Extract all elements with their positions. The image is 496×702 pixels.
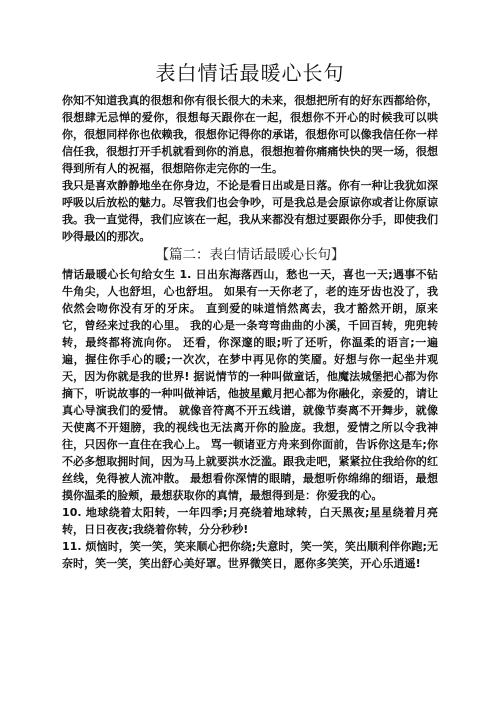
paragraph-5: 11. 烦恼时，笑一笑，笑来顺心把你绕;失意时，笑一笑，笑出顺利伴你跑;无奈时，笑一笑，笑出舒心美好罩。世界微笑日，愿你多笑笑，开心乐逍遥! bbox=[62, 540, 438, 570]
paragraph-1: 你知不知道我真的很想和你有很长很大的未来，很想把所有的好东西都给你，很想肆无忌惮的爱你，很想每天跟你在一起，很想你不开心的时候我可以哄你，很想同样你也依赖我，很想你记得你的承诺，很想你可以像我信任你一样信任我，很想打开手机就看到你的消息，很想抱着你痛痛快快的哭一场，很想得到所有人的祝福，很想陪你走完你的一生。 bbox=[62, 94, 438, 175]
section-heading-text: 篇二：表白情话最暖心长句 bbox=[169, 247, 331, 263]
section-heading-open-bracket: 【 bbox=[155, 247, 169, 263]
document-title: 表白情话最暖心长句 bbox=[155, 61, 345, 85]
paragraph-3: 情话最暖心长句给女生 1. 日出东海落西山，愁也一天，喜也一天;遇事不钻牛角尖，人也舒坦，心也舒坦。 如果有一天你老了，老的连牙齿也没了，我依然会吻你没有牙的牙床。 直到爱的味道悄然离去，我才豁然开朗，原来它，曾经来过我的心里。 我的心是一条弯弯曲曲的小溪，千回百转，兜兜转转，最终都将流向你。 还看，你深邃的眼;听了还听，你温柔的语言;一遍遍，握住你手心的暖;一次次，在梦中再见你的笑靥。好想与你一起坐井观天，因为你就是我的世界! 据说情节的一种叫做童话，他魔法城堡把心都为你摘下，听说故事的一种叫做神话，他披星戴月把心都为你融化，亲爱的，请让真心导演我们的爱情。 就像音符离不开五线谱，就像节奏离不开舞步，就像天使离不开翅膀，我的视线也无法离开你的脸庞。我想，爱情之所以令我神往，只因你一直住在我心上。 骂一顿诸亚方舟来到你面前，告诉你这是车;你不必多想取拥时间，因为马上就要洪水泛滥。跟我走吧，紧紧拉住我给你的红丝线，免得被人流冲散。 最想看你深情的眼睛，最想听你绵绵的细语，最想摸你温柔的脸颊，最想获取你的真情，最想得到是：你爱我的心。 bbox=[62, 268, 438, 502]
section-heading-close-bracket: 】 bbox=[331, 247, 345, 263]
document-page bbox=[62, 60, 438, 572]
section-heading bbox=[62, 245, 438, 265]
paragraph-4: 10. 地球绕着太阳转，一年四季;月亮绕着地球转，白天黑夜;星星绕着月亮转，日日夜夜;我绕着你转，分分秒秒! bbox=[62, 506, 438, 536]
paragraph-2: 我只是喜欢静静地坐在你身边，不论是看日出或是日落。你有一种让我犹如深呼吸以后放松的魅力。尽管我们也会争吵，可是我总是会原谅你或者让你原谅我。我一直觉得，我们应该在一起，我从来都没有想过要跟你分手，即使我们吵得最凶的那次。 bbox=[62, 179, 438, 243]
